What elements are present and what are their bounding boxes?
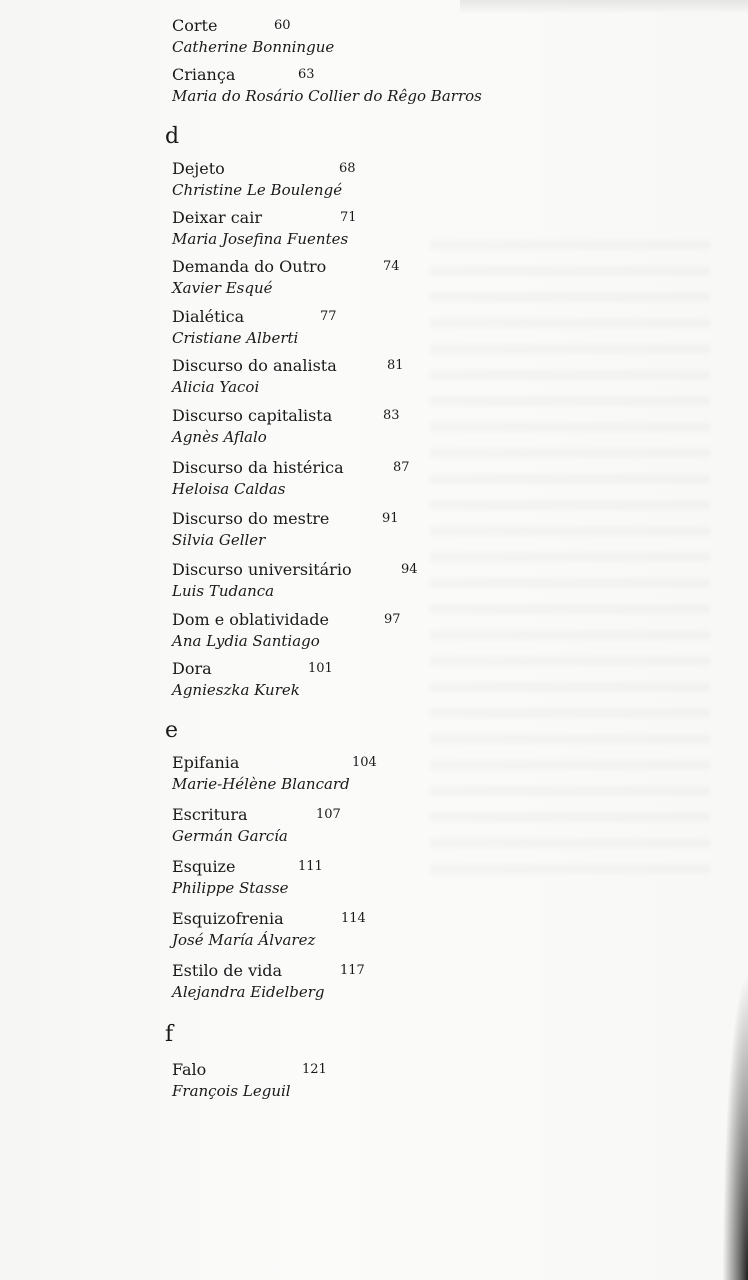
entry-page-number: 104 <box>352 755 377 770</box>
entry-author: Heloisa Caldas <box>172 480 286 498</box>
entry-page-number: 68 <box>339 161 356 176</box>
section-letter-f: f <box>165 1022 174 1047</box>
entry-page-number: 111 <box>298 859 323 874</box>
toc-entry-demanda-do-outro <box>172 257 492 303</box>
entry-author: José María Álvarez <box>172 931 316 949</box>
entry-author: Christine Le Boulengé <box>172 181 343 199</box>
toc-entry-discurso-da-histerica <box>172 458 492 504</box>
entry-author: Luis Tudanca <box>172 582 275 600</box>
toc-entry-dejeto <box>172 159 492 205</box>
entry-term: Dom e oblatividade <box>172 610 329 629</box>
entry-author: Catherine Bonningue <box>172 38 335 56</box>
section-letter-d: d <box>165 124 180 149</box>
entry-author: Ana Lydia Santiago <box>172 632 320 650</box>
toc-entry-esquizofrenia <box>172 909 492 955</box>
entry-page-number: 117 <box>340 963 365 978</box>
entry-author: Agnès Aflalo <box>172 428 267 446</box>
toc-entry-discurso-do-analista <box>172 356 492 402</box>
toc-entry-dom-e-oblatividade <box>172 610 492 656</box>
entry-term: Discurso do analista <box>172 356 337 375</box>
entry-term: Discurso universitário <box>172 560 352 579</box>
entry-author: Germán García <box>172 827 288 845</box>
entry-page-number: 97 <box>384 612 401 627</box>
toc-entry-discurso-universitario <box>172 560 492 606</box>
toc-entry-corte <box>172 16 492 62</box>
entry-term: Discurso da histérica <box>172 458 344 477</box>
toc-entry-dora <box>172 659 492 705</box>
entry-page-number: 91 <box>382 511 399 526</box>
entry-author: Silvia Geller <box>172 531 266 549</box>
entry-page-number: 121 <box>302 1062 327 1077</box>
entry-page-number: 74 <box>383 259 400 274</box>
entry-term: Discurso do mestre <box>172 509 330 528</box>
top-edge-shadow <box>460 0 748 14</box>
entry-term: Dejeto <box>172 159 225 178</box>
entry-author: Alicia Yacoi <box>172 378 260 396</box>
toc-entry-crianca <box>172 65 492 111</box>
entry-term: Esquizofrenia <box>172 909 284 928</box>
toc-entry-deixar-cair <box>172 208 492 254</box>
entry-page-number: 87 <box>393 460 410 475</box>
entry-author: Marie-Hélène Blancard <box>172 775 350 793</box>
entry-page-number: 101 <box>308 661 333 676</box>
entry-term: Falo <box>172 1060 207 1079</box>
toc-entry-discurso-do-mestre <box>172 509 492 555</box>
entry-term: Deixar cair <box>172 208 262 227</box>
entry-page-number: 83 <box>383 408 400 423</box>
toc-entry-falo <box>172 1060 492 1106</box>
entry-page-number: 107 <box>316 807 341 822</box>
entry-page-number: 60 <box>274 18 291 33</box>
entry-term: Discurso capitalista <box>172 406 333 425</box>
entry-author: Xavier Esqué <box>172 279 273 297</box>
entry-page-number: 94 <box>401 562 418 577</box>
toc-entry-discurso-capitalista <box>172 406 492 452</box>
entry-author: Agnieszka Kurek <box>172 681 300 699</box>
entry-page-number: 63 <box>298 67 315 82</box>
page-curl-shadow <box>718 920 748 1280</box>
entry-term: Criança <box>172 65 236 84</box>
entry-term: Demanda do Outro <box>172 257 327 276</box>
toc-entry-estilo-de-vida <box>172 961 492 1007</box>
entry-term: Epifania <box>172 753 240 772</box>
toc-entry-esquize <box>172 857 492 903</box>
entry-term: Escritura <box>172 805 248 824</box>
entry-author: Alejandra Eidelberg <box>172 983 325 1001</box>
entry-author: Philippe Stasse <box>172 879 289 897</box>
entry-author: Maria Josefina Fuentes <box>172 230 349 248</box>
entry-term: Dora <box>172 659 212 678</box>
entry-author: François Leguil <box>172 1082 291 1100</box>
entry-term: Corte <box>172 16 218 35</box>
entry-author: Maria do Rosário Collier do Rêgo Barros <box>172 87 482 105</box>
toc-entry-escritura <box>172 805 492 851</box>
entry-term: Dialética <box>172 307 245 326</box>
entry-page-number: 71 <box>340 210 357 225</box>
entry-page-number: 114 <box>341 911 366 926</box>
toc-entry-dialetica <box>172 307 492 353</box>
entry-term: Esquize <box>172 857 236 876</box>
section-letter-e: e <box>165 718 179 743</box>
toc-entry-epifania <box>172 753 492 799</box>
entry-page-number: 77 <box>320 309 337 324</box>
entry-term: Estilo de vida <box>172 961 283 980</box>
entry-author: Cristiane Alberti <box>172 329 299 347</box>
entry-page-number: 81 <box>387 358 404 373</box>
